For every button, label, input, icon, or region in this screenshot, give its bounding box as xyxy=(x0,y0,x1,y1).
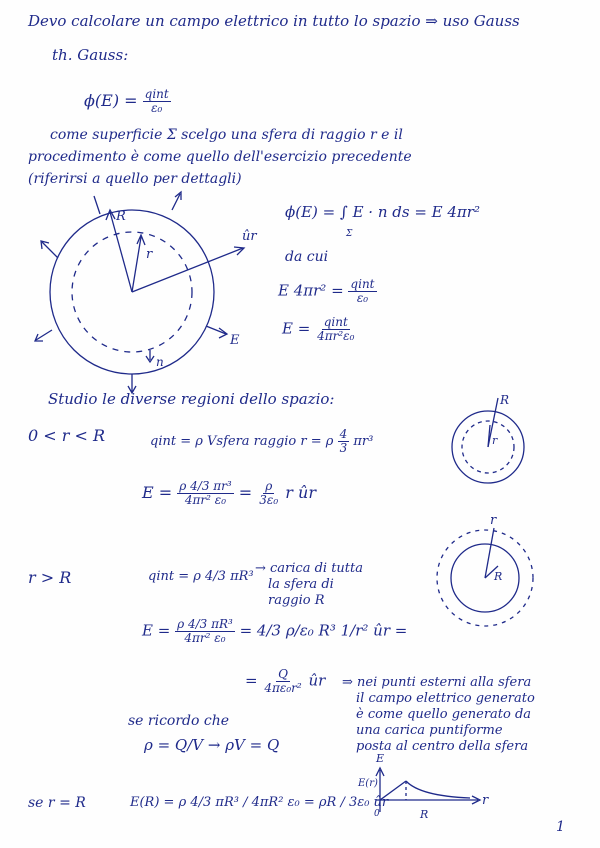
plot-xlabel: r xyxy=(482,793,489,808)
region1-qint: qint = ρ Vsfera raggio r = ρ $\frac{4}{3}$ πr³ xyxy=(150,427,374,456)
region2-note-2: la sfera di xyxy=(268,577,334,592)
region2-note-1: → carica di tutta xyxy=(255,561,363,576)
label-ur: ûr xyxy=(242,229,257,244)
small-sphere-inside xyxy=(452,393,524,483)
choice-line-1: come superficie Σ scelgo una sfera di raggio r e il xyxy=(50,127,403,143)
region2-field-point-charge: = $\frac{Q}{\text{4πε₀r²}}$ ûr xyxy=(245,667,326,696)
region3-field: E(R) = ρ 4/3 πR³ / 4πR² ε₀ = ρR / 3ε₀ ûr xyxy=(130,795,389,810)
region2-qint: qint = ρ 4/3 πR³ xyxy=(148,569,254,584)
flux-equality: E 4πr² = $\frac{\text{qint}}{\text{ε₀}}$ xyxy=(278,277,375,306)
plot-tick-R: R xyxy=(420,808,429,821)
remark-line-2: il campo elettrico generato xyxy=(356,691,535,706)
choice-line-3: (riferirsi a quello per dettagli) xyxy=(28,171,242,187)
small-sphere-outside xyxy=(437,513,533,626)
gauss-fraction: $\frac{\text{qint}}{\text{ε₀}}$ xyxy=(144,87,169,116)
plot-origin: 0 xyxy=(374,809,380,819)
gauss-lhs: ϕ(E) = xyxy=(84,91,138,111)
plot-ylabel2: E(r) xyxy=(358,778,378,789)
field-plot xyxy=(357,752,489,821)
intro-line: Devo calcolare un campo elettrico in tutto lo spazio ⇒ uso Gauss xyxy=(28,12,520,30)
choice-line-2: procedimento è come quello dell'esercizio precedente xyxy=(28,149,412,165)
small-label-R-2: R xyxy=(494,570,503,583)
recall-line-1: se ricordo che xyxy=(128,713,230,729)
region2-condition: r > R xyxy=(28,568,72,587)
regions-title: Studio le diverse regioni dello spazio: xyxy=(48,390,335,408)
label-E: E xyxy=(230,333,240,348)
da-cui: da cui xyxy=(285,249,329,265)
region2-field: E = $\frac{\text{ρ 4/3 πR³}}{\text{4πr² ε₀}}$ = 4/3 ρ/ε₀ R³ 1/r² ûr = xyxy=(142,617,408,646)
region1-field: E = $\frac{\text{ρ 4/3 πr³}}{\text{4πr² ε₀}}$ = $\frac{\rho}{\text{3ε₀}}$ r ûr xyxy=(142,479,316,508)
field-arrow xyxy=(206,326,226,334)
remark-line-4: una carica puntiforme xyxy=(356,723,503,738)
integral-subscript: Σ xyxy=(346,229,353,239)
page-number: 1 xyxy=(556,819,565,835)
field-arrow xyxy=(36,330,52,340)
plot-decay-branch xyxy=(406,781,470,798)
region2-note-3: raggio R xyxy=(268,593,325,608)
small-label-R: R xyxy=(500,393,510,407)
radius-R-line xyxy=(110,212,132,292)
remark-line-5: posta al centro della sfera xyxy=(356,739,529,754)
plot-ylabel: E xyxy=(376,752,385,765)
plot-linear-branch xyxy=(380,781,406,800)
label-r: r xyxy=(146,247,153,262)
flux-equation: ϕ(E) = ∫ E · n ds = E 4πr² xyxy=(285,203,480,221)
field-arrow xyxy=(94,196,100,214)
gauss-title: th. Gauss: xyxy=(52,46,129,64)
remark-line-3: è come quello generato da xyxy=(356,707,532,722)
field-expression: E = $\frac{\text{qint}}{\text{4πr²ε₀}}$ xyxy=(282,315,355,344)
region1-condition: 0 < r < R xyxy=(28,426,106,445)
field-arrow xyxy=(42,242,58,258)
region3-condition: se r = R xyxy=(28,795,86,811)
remark-line-1: ⇒ nei punti esterni alla sfera xyxy=(342,675,532,690)
small-label-r: r xyxy=(492,434,498,447)
recall-line-2: ρ = Q/V → ρV = Q xyxy=(144,736,280,754)
label-R: R xyxy=(116,209,126,224)
sphere-figure xyxy=(35,192,257,393)
label-n: n xyxy=(156,355,164,369)
radius-r-line xyxy=(132,237,141,292)
small-label-r-2: r xyxy=(490,513,497,528)
